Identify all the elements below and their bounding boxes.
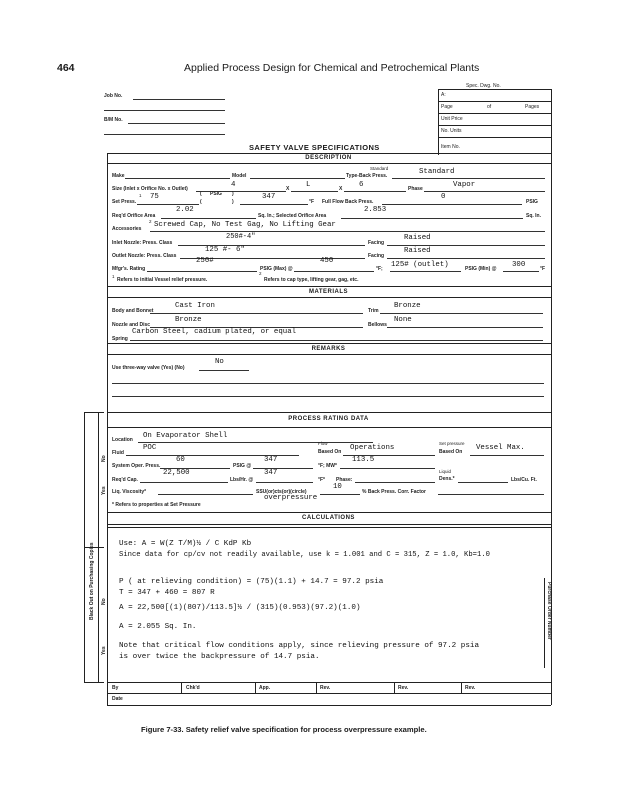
- spring-value: Carbon Steel, cadium plated, or equal: [132, 328, 297, 336]
- nozzle-label: Nozzle and Disc: [112, 322, 151, 328]
- black-out-label: Black Out on Purchasing Copies: [89, 542, 95, 620]
- outlet-value: 125 #- 6": [205, 246, 245, 254]
- bm-no-label: B/M No.: [104, 117, 123, 123]
- running-title: Applied Process Design for Chemical and Petrochemical Plants: [184, 62, 480, 74]
- rating-label: Mfgr's. Rating: [112, 266, 146, 272]
- spec-of-label: of: [487, 104, 492, 110]
- page-number: 464: [57, 62, 75, 74]
- chkd-label: Chk'd: [186, 685, 200, 691]
- liq-label: Dens.*: [439, 476, 455, 482]
- location-value: On Evaporator Shell: [143, 432, 228, 440]
- flow-label: Based On: [318, 449, 342, 455]
- deg-f-label: °F: [309, 199, 315, 205]
- set-press-paren-open: (: [200, 191, 202, 197]
- accessories-note: 2: [149, 219, 152, 224]
- calc-line-2: Since data for cp/cv not readily available, use k = 1.001 and C = 315, Z = 1.0, Kb=1.0: [119, 551, 490, 559]
- deg-f-end-label: °F: [540, 266, 546, 272]
- inlet-facing-value: Raised: [404, 234, 431, 242]
- outlet-facing-value: Raised: [404, 247, 431, 255]
- spring-label: Spring: [112, 336, 128, 342]
- po-number-label: Purchase Order Number: [546, 582, 552, 640]
- deg-f-at-label: °F;: [376, 266, 383, 272]
- ssu-label: SSU(or)cts(or)(circle): [256, 489, 307, 495]
- by-label: By: [112, 685, 119, 691]
- psig-at-label: PSIG @: [233, 463, 252, 469]
- spec-pages-label: Pages: [525, 104, 540, 110]
- calc-line-1: Use: A = W(Z T/M)½ / C KdP Kb: [119, 540, 252, 548]
- margin-yes-2: Yes: [101, 646, 107, 655]
- spec-a-label: A:: [441, 92, 446, 98]
- bellows-value: None: [394, 316, 412, 324]
- calc-line-4: T = 347 + 460 = 807 R: [119, 589, 215, 597]
- spec-page-label: Page: [441, 104, 453, 110]
- fluid-label: Fluid: [112, 450, 124, 456]
- overpressure: overpressure: [264, 494, 318, 502]
- size-outlet: 6: [359, 181, 364, 189]
- note-1: Refers to initial Vessel relief pressure.: [117, 277, 208, 283]
- figure-caption: Figure 7-33. Safety relief valve specification for process overpressure example.: [141, 725, 427, 734]
- psig-max-label: PSIG (Max) @: [260, 266, 293, 272]
- note-mark-2: 2: [259, 271, 262, 276]
- size-orifice: L: [306, 181, 311, 189]
- visc-value: 10: [333, 483, 342, 491]
- margin-yes-1: Yes: [101, 486, 107, 495]
- materials-title: MATERIALS: [308, 289, 349, 295]
- location-label: Location: [112, 437, 133, 443]
- flow-value: Operations: [350, 444, 395, 452]
- cap-label: Req'd Cap.: [112, 477, 138, 483]
- note-mark-1: 1: [112, 274, 115, 279]
- size-inlet: 4: [231, 181, 236, 189]
- psig-min-label: PSIG (Min) @: [465, 266, 497, 272]
- model-label: Model: [232, 173, 247, 179]
- trim-value: Bronze: [394, 302, 421, 310]
- outlet-rating: 125# (outlet): [391, 261, 449, 269]
- calc-line-8: is over twice the backpressure of 14.7 psia.: [119, 653, 320, 661]
- make-label: Make: [112, 173, 125, 179]
- lbs-hr-label: Lbs/Hr. @: [230, 477, 254, 483]
- sys-label: System Oper. Press.: [112, 463, 161, 469]
- form-title: SAFETY VALVE SPECIFICATIONS: [249, 143, 380, 152]
- type-value: Standard: [419, 168, 455, 176]
- inlet-value: 250#-4": [226, 233, 256, 241]
- spec-dwg-label: Spec. Dwg. No.: [466, 83, 501, 89]
- margin-no-2: No: [101, 598, 107, 605]
- rev-label-3: Rev.: [465, 685, 476, 691]
- orifice-value: 2.02: [176, 206, 194, 214]
- cap-temp: 347: [264, 469, 278, 477]
- min-temp: 300: [512, 261, 526, 269]
- set-press-paren-open-2: (: [200, 199, 202, 205]
- phase-label: Phase: [408, 186, 423, 192]
- date-label: Date: [112, 696, 123, 702]
- phase-f-label: °F*: [318, 477, 325, 483]
- calc-line-6: A = 2.055 Sq. In.: [119, 623, 197, 631]
- set-press-paren-close-2: ): [232, 199, 234, 205]
- rating-value: 250#: [196, 257, 214, 265]
- trim-label: Trim: [368, 308, 379, 314]
- rating-temp: 450: [320, 257, 334, 265]
- item-no-label: Item No.: [441, 144, 460, 150]
- size-x2: X: [339, 186, 343, 192]
- nozzle-value: Bronze: [175, 316, 202, 324]
- sq-in-end-label: Sq. In.: [526, 213, 541, 219]
- set-press-paren-close: ): [232, 191, 234, 197]
- fluid-value: POC: [143, 444, 157, 452]
- size-x1: X: [286, 186, 290, 192]
- set-press-value: 75: [150, 193, 159, 201]
- threeway-label: Use three-way valve (Yes) (No): [112, 365, 185, 371]
- app-label: App.: [259, 685, 271, 691]
- psig-end-label: PSIG: [526, 199, 538, 205]
- rating-title: PROCESS RATING DATA: [288, 416, 369, 422]
- set-press-label: Set Press.: [112, 199, 137, 205]
- backpress-label: % Back Press. Corr. Factor: [362, 489, 426, 495]
- unit-price-label: Unit Price: [441, 116, 463, 122]
- margin-no-1: No: [101, 455, 107, 462]
- setp-small-label: Set pressure: [439, 441, 465, 446]
- job-no-label: Job No.: [104, 93, 123, 99]
- sys-temp: 347: [264, 456, 278, 464]
- visc-label: Liq. Viscosity*: [112, 489, 147, 495]
- rating-note: * Refers to properties at Set Pressure: [112, 502, 201, 508]
- orifice-label: Req'd Orifice Area: [112, 213, 156, 219]
- sq-in-label: Sq. In.; Selected Orifice Area: [258, 213, 327, 219]
- rev-label-2: Rev.: [398, 685, 409, 691]
- inlet-label: Inlet Nozzle: Press. Class: [112, 240, 173, 246]
- mwt-label: °F; MW*: [318, 463, 337, 469]
- inlet-facing-label: Facing: [368, 240, 385, 246]
- selected-orifice-value: 2.853: [364, 206, 387, 214]
- body-value: Cast Iron: [175, 302, 215, 310]
- setp-value: Vessel Max.: [476, 444, 525, 452]
- size-label: Size (Inlet x Orifice No. x Outlet): [112, 186, 188, 192]
- full-flow-label: Full Flow Back Press.: [322, 199, 374, 205]
- set-press-note: 1: [139, 193, 142, 198]
- outlet-facing-label: Facing: [368, 253, 385, 259]
- cap-value: 22,500: [163, 469, 190, 477]
- sys-value: 60: [176, 456, 185, 464]
- phase-value: Vapor: [453, 181, 476, 189]
- body-label: Body and Bonnet: [112, 308, 154, 314]
- calc-line-3: P ( at relieving condition) = (75)(1.1) + 14.7 = 97.2 psia: [119, 578, 384, 586]
- threeway-value: No: [215, 358, 224, 366]
- psig-label: PSIG: [210, 191, 222, 197]
- lbs-cu-label: Lbs/Cu. Ft.: [511, 477, 537, 483]
- no-units-label: No. Units: [441, 128, 462, 134]
- phase-label-2: Phase:: [336, 477, 353, 483]
- mwt-value: 113.5: [352, 456, 375, 464]
- calculations-title: CALCULATIONS: [302, 515, 355, 521]
- remarks-title: REMARKS: [311, 346, 346, 352]
- bellows-label: Bellows: [368, 322, 387, 328]
- rev-label-1: Rev.: [320, 685, 331, 691]
- full-flow-value: 0: [441, 193, 446, 201]
- description-title: DESCRIPTION: [305, 155, 352, 161]
- accessories-value: Screwed Cap, No Test Gag, No Lifting Gear: [154, 221, 336, 229]
- setp-label: Based On: [439, 449, 463, 455]
- calc-line-7: Note that critical flow conditions apply, since relieving pressure of 97.2 psia: [119, 642, 480, 650]
- flow-small-label: Flow: [318, 441, 328, 446]
- calc-line-5: A = 22,500[(1)(807)/113.5]½ / (315)(0.953)(97.2)(1.0): [119, 604, 361, 612]
- outlet-label: Outlet Nozzle: Press. Class: [112, 253, 177, 259]
- set-temp-value: 347: [262, 193, 276, 201]
- accessories-label: Accessories: [112, 226, 142, 232]
- type-small-label: Standard: [370, 166, 389, 171]
- type-label: Type-Back Press.: [346, 173, 388, 179]
- liq-small-label: Liquid: [439, 469, 452, 474]
- note-2: Refers to cap type, lifting gear, gag, etc.: [264, 277, 359, 283]
